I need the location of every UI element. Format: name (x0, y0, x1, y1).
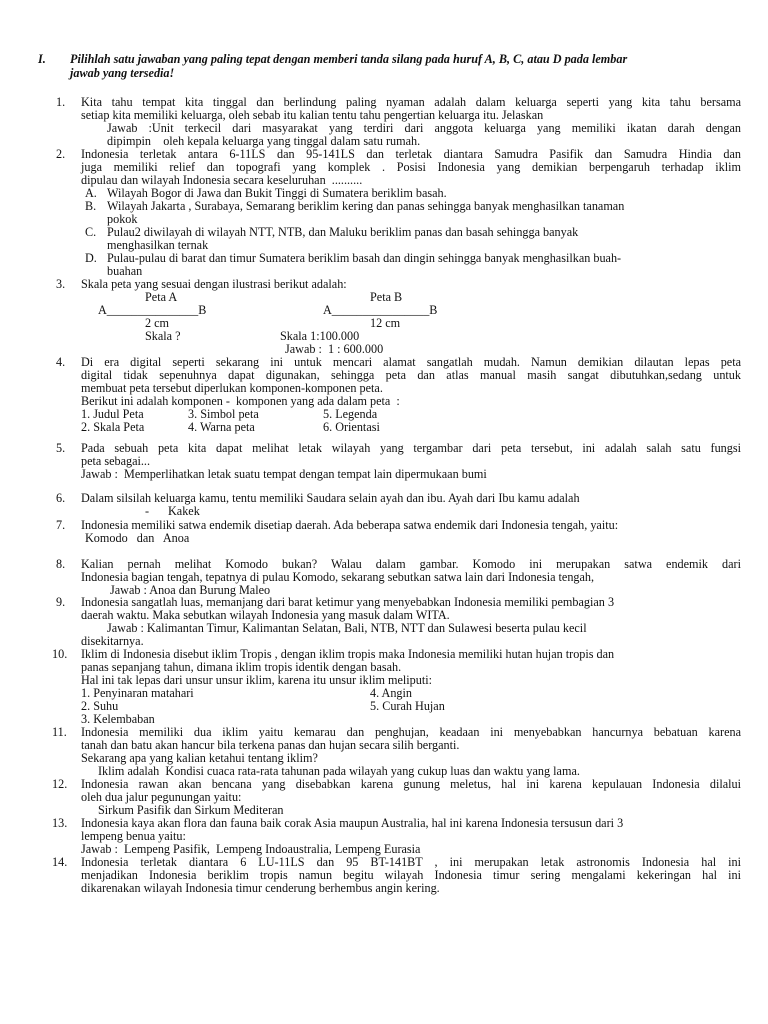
answer-text: dipimpin oleh kepala keluarga yang tinggal dalam satu rumah. (107, 134, 421, 148)
question-text: Indonesia memiliki satwa endemik disetiap daerah. Ada beberapa satwa endemik dari Indonesia tengah, yaitu: (81, 518, 619, 532)
question-number: 10. (52, 647, 68, 661)
map-component: 3. Simbol peta (188, 407, 259, 421)
option-letter: D. (85, 251, 97, 265)
question-number: 4. (56, 355, 66, 369)
question-text: tanah dan batu akan hancur bila terkena panas dan hujan secara silih berganti. (81, 738, 460, 752)
map-b-scale: Skala 1:100.000 (280, 329, 360, 343)
answer-text: Komodo dan Anoa (85, 531, 190, 545)
option-letter: C. (85, 225, 97, 239)
question-text: dipulau dan wilayah Indonesia secara keseluruhan .......... (81, 173, 363, 187)
question-text: daerah waktu. Maka sebutkan wilayah Indonesia yang masuk dalam WITA. (81, 608, 450, 622)
question-number: 12. (52, 777, 68, 791)
question-number: 8. (56, 557, 66, 571)
question-number: 14. (52, 855, 68, 869)
instruction-text: Pilihlah satu jawaban yang paling tepat dengan memberi tanda silang pada huruf A, B, C, atau D pada lembar (70, 52, 628, 66)
map-b-line: A________________B (323, 303, 438, 317)
option-text: Pulau-pulau di barat dan timur Sumatera beriklim basah dan dingin sehingga banyak menghasilkan buah- (107, 251, 622, 265)
option-text: buahan (107, 264, 143, 278)
question-text: panas sepanjang tahun, dimana iklim tropis identik dengan basah. (81, 660, 402, 674)
question-text: digital tidak sepenuhnya dapat digunakan, sehingga peta dan atlas manual masih sangat dibutuhkan,sedang untuk (81, 368, 741, 382)
question-number: 6. (56, 491, 66, 505)
climate-element: 4. Angin (370, 686, 412, 700)
answer-text: Iklim adalah Kondisi cuaca rata-rata tahunan pada wilayah yang cukup luas dan waktu yang lama. (98, 764, 580, 778)
answer-dash: - (145, 504, 150, 518)
map-component: 6. Orientasi (323, 420, 380, 434)
map-a-scale: Skala ? (145, 329, 181, 343)
option-letter: A. (85, 186, 97, 200)
option-text: Wilayah Bogor di Jawa dan Bukit Tinggi di Sumatera beriklim basah. (107, 186, 447, 200)
answer-text: Jawab :Unit terkecil dari masyarakat yang terdiri dari anggota keluarga yang memiliki ikatan darah dengan (107, 121, 741, 135)
question-text: Indonesia bagian tengah, tepatnya di pulau Komodo, sekarang sebutkan satwa lain dari Indonesia tengah, (81, 570, 595, 584)
question-text: peta sebagai... (81, 454, 151, 468)
climate-element: 2. Suhu (81, 699, 119, 713)
question-number: 3. (56, 277, 66, 291)
map-component: 5. Legenda (323, 407, 378, 421)
question-text: Indonesia terletak antara 6-11LS dan 95-141LS dan terletak diantara Samudra Pasifik dan Samudra Hindia dan (81, 147, 741, 161)
answer-text: Jawab : Kalimantan Timur, Kalimantan Selatan, Bali, NTB, NTT dan Sulawesi beserta pulau kecil (107, 621, 587, 635)
map-component: 2. Skala Peta (81, 420, 145, 434)
climate-element: 3. Kelembaban (81, 712, 155, 726)
question-text: lempeng benua yaitu: (81, 829, 186, 843)
question-number: 11. (52, 725, 67, 739)
question-text: Indonesia sangatlah luas, memanjang dari barat ketimur yang menyebabkan Indonesia memiliki pembagian 3 (81, 595, 615, 609)
question-number: 9. (56, 595, 66, 609)
answer-text: Kakek (168, 504, 200, 518)
question-text: Dalam silsilah keluarga kamu, tentu memiliki Saudara selain ayah dan ibu. Ayah dari Ibu kamu adalah (81, 491, 580, 505)
answer-text: Jawab : Lempeng Pasifik, Lempeng Indoaustralia, Lempeng Eurasia (81, 842, 421, 856)
question-text: membuat peta tersebut diperlukan komponen-komponen peta. (81, 381, 383, 395)
answer-text: Jawab : Memperlihatkan letak suatu tempat dengan tempat lain dipermukaan bumi (81, 467, 487, 481)
climate-element: 1. Penyinaran matahari (81, 686, 194, 700)
question-text: juga memiliki relief dan topografi yang komplek . Posisi Indonesia yang demikian berpengaruh terhadap iklim (81, 160, 741, 174)
question-text: Indonesia rawan akan bencana yang disebabkan karena gunung meletus, hal ini karena kepulauan Indonesia dilalui (81, 777, 741, 791)
question-text: setiap kita memiliki keluarga, oleh sebab itu kalian tentu tahu pengertian keluarga itu. Jelaskan (81, 108, 544, 122)
map-component: 1. Judul Peta (81, 407, 144, 421)
answer-text: Sirkum Pasifik dan Sirkum Mediteran (98, 803, 284, 817)
question-number: 1. (56, 95, 66, 109)
map-b-distance: 12 cm (370, 316, 401, 330)
question-text: Skala peta yang sesuai dengan ilustrasi berikut adalah: (81, 277, 347, 291)
map-a-line: A_______________B (98, 303, 207, 317)
option-letter: B. (85, 199, 97, 213)
question-text: menjadikan Indonesia beriklim tropis namun begitu wilayah Indonesia timur sering mengalami kekeringan hal ini (81, 868, 741, 882)
answer-text: Jawab : 1 : 600.000 (285, 342, 384, 356)
question-number: 5. (56, 441, 66, 455)
question-text: Iklim di Indonesia disebut iklim Tropis , dengan iklim tropis maka Indonesia memiliki hutan hujan tropis dan (81, 647, 615, 661)
question-text: Di era digital seperti sekarang ini untuk mencari alamat sangatlah mudah. Namun demikian dilautan lepas peta (81, 355, 741, 369)
question-number: 13. (52, 816, 68, 830)
question-text: Indonesia memiliki dua iklim yaitu kemarau dan penghujan, keadaan ini menyebabkan hancurnya bebatuan karena (81, 725, 741, 739)
option-text: Wilayah Jakarta , Surabaya, Semarang beriklim kering dan panas sehingga banyak menghasilkan tanaman (107, 199, 625, 213)
question-text: oleh dua jalur pegunungan yaitu: (81, 790, 242, 804)
map-a-distance: 2 cm (145, 316, 170, 330)
question-text: Berikut ini adalah komponen - komponen yang ada dalam peta : (81, 394, 400, 408)
question-text: dikarenakan wilayah Indonesia timur cenderung berhembus angin kering. (81, 881, 440, 895)
question-text: Pada sebuah peta kita dapat melihat letak wilayah yang tergambar dari peta tersebut, ini adalah salah satu fungsi (81, 441, 741, 455)
question-text: Sekarang apa yang kalian ketahui tentang iklim? (81, 751, 318, 765)
question-number: 7. (56, 518, 66, 532)
section-marker: I. (38, 52, 46, 66)
map-b-title: Peta B (370, 290, 403, 304)
question-text: Indonesia kaya akan flora dan fauna baik corak Asia maupun Australia, hal ini karena Indonesia tersusun dari 3 (81, 816, 624, 830)
question-text: Indonesia terletak diantara 6 LU-11LS dan 95 BT-141BT , ini merupakan letak astronomis Indonesia hal ini (81, 855, 741, 869)
map-component: 4. Warna peta (188, 420, 255, 434)
instruction-text: jawab yang tersedia! (70, 66, 175, 80)
option-text: Pulau2 diwilayah di wilayah NTT, NTB, dan Maluku beriklim panas dan basah sehingga banyak (107, 225, 579, 239)
option-text: menghasilkan ternak (107, 238, 209, 252)
climate-element: 5. Curah Hujan (370, 699, 445, 713)
map-a-title: Peta A (145, 290, 178, 304)
answer-text: disekitarnya. (81, 634, 144, 648)
option-text: pokok (107, 212, 138, 226)
question-text: Kalian pernah melihat Komodo bukan? Walau dalam gambar. Komodo ini merupakan satwa endemik dari (81, 557, 741, 571)
question-text: Kita tahu tempat kita tinggal dan berlindung paling nyaman adalah dalam keluarga seperti yang kita tahu bersama (81, 95, 741, 109)
question-number: 2. (56, 147, 66, 161)
question-text: Hal ini tak lepas dari unsur unsur iklim, karena itu unsur iklim meliputi: (81, 673, 433, 687)
answer-text: Jawab : Anoa dan Burung Maleo (110, 583, 271, 597)
